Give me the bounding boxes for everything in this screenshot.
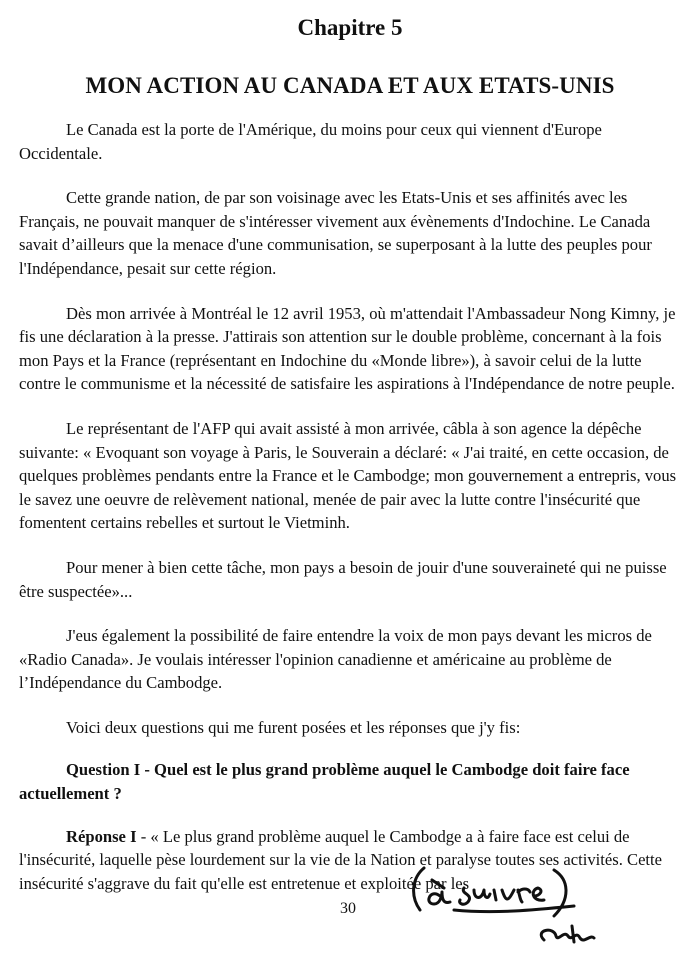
handwriting-stroke <box>518 889 530 902</box>
handwriting-stroke <box>494 890 496 900</box>
handwriting-stroke <box>572 926 574 942</box>
paragraph-6: J'eus également la possibilité de faire entendre la voix de mon pays devant les micros de «Radio Canada». Je voulais intéresser l'opinion canadienne et américaine au problème de l’Indépendance du Cambodge. <box>19 626 652 693</box>
handwriting-stroke <box>533 888 544 900</box>
chapter-heading: Chapitre 5 <box>297 15 403 40</box>
handwriting-stroke <box>460 888 470 904</box>
paragraph-5: Pour mener à bien cette tâche, mon pays a besoin de jouir d'une souveraineté qui ne puisse être suspectée»... <box>19 557 667 601</box>
handwriting-stroke <box>429 892 450 904</box>
question-text: - Quel est le plus grand problème auquel le Cambodge doit faire face actuellement ? <box>19 760 630 804</box>
handwritten-note <box>404 860 600 950</box>
handwriting-stroke <box>432 880 444 888</box>
paragraph-3: Dès mon arrivée à Montréal le 12 avril 1953, où m'attendait l'Ambassadeur Nong Kimny, je fis une déclaration à la presse. J'attirais son attention sur le double problème, concernant à la fois mon Pays et la France (représentant en Indochine du «Monde libre»), à savoir celui de la lutte contre le communisme et la nécessité de satisfaire les aspirations à l'Indépendance de notre peuple. <box>19 303 676 394</box>
handwriting-stroke <box>414 868 424 910</box>
paragraph-2: Cette grande nation, de par son voisinage avec les Etats-Unis et ses affinités avec les Français, ne pouvait manquer de s'intéresser vivement aux évènements d'Indochine. Le Canada savait d’ailleurs que la menace d'une communisation, se superposant à la lutte des peuples pour l'Indépendance, pesait sur cette région. <box>19 188 652 278</box>
document-body <box>19 118 681 916</box>
page-title: MON ACTION AU CANADA ET AUX ETATS-UNIS <box>85 73 615 98</box>
paragraph-4: Le représentant de l'AFP qui avait assisté à mon arrivée, câbla à son agence la dépêche suivante: « Evoquant son voyage à Paris, le Souverain a déclaré: « J'ai traité, en cette occasion, de quelques problèmes pendants entre la France et le Cambodge; mon gouvernement a entrepris, vous le savez une oeuvre de relèvement national, menée de pair avec la lutte contre l'insécurité que fomentent certains rebelles et surtout le Vietminh. <box>19 418 677 533</box>
question-paragraph <box>19 758 681 805</box>
handwriting-stroke <box>474 890 490 898</box>
paragraph-7: Voici deux questions qui me furent posées et les réponses que j'y fis: <box>66 717 521 737</box>
paragraph-1: Le Canada est la porte de l'Amérique, du moins pour ceux qui viennent d'Europe Occidentale. <box>19 120 602 163</box>
handwriting-stroke <box>454 906 574 912</box>
answer-text: - « Le plus grand problème auquel le Cambodge a à faire face est celui de l'insécurité, laquelle pèse lourdement sur la vie de la Nation et paralyse toutes ses activités. Cette insécurité s'aggrave du fait qu'elle est entretenue et exploitée par les <box>19 826 663 893</box>
page-number: 30 <box>340 900 356 917</box>
answer-label: Réponse I <box>66 826 137 846</box>
handwriting-stroke <box>541 930 594 940</box>
question-label: Question I <box>66 760 141 780</box>
handwriting-stroke <box>502 890 514 899</box>
